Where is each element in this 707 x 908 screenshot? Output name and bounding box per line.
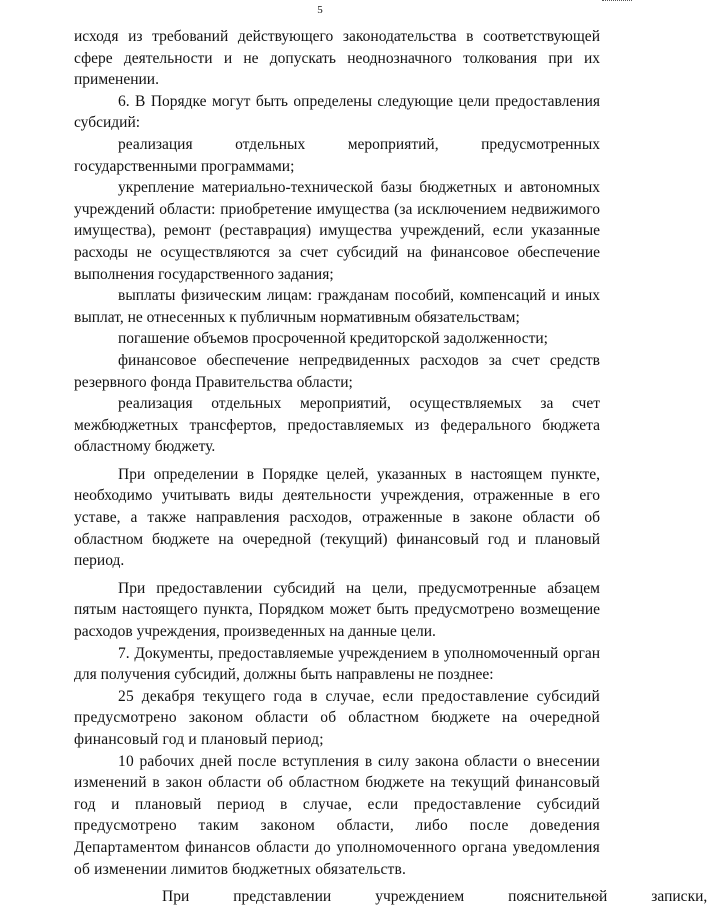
- paragraph: 10 рабочих дней после вступления в силу закона области о внесении изменений в закон области об областном бюджете на текущий финансовый год и плановый период в случае, если предоставление субсидий предусмотрено таким законом области, либо после доведения Департаментом финансов области до уполномоченного органа уведомления об изменении лимитов бюджетных обязательств.: [74, 752, 600, 878]
- document-body: [74, 26, 707, 908]
- paragraph: выплаты физическим лицам: гражданам пособий, компенсаций и иных выплат, не отнесенных к публичным нормативным обязательствам;: [74, 287, 600, 326]
- paragraph: укрепление материально-технической базы бюджетных и автономных учреждений области: приобретение имущества (за исключением недвижимого имущества), ремонт (реставрация) имущества учреждений, если указанные расходы не осуществляются за счет субсидий на финансовое обеспечение выполнения государственного задания;: [74, 179, 600, 283]
- last-line-word: записки,: [651, 888, 707, 906]
- paragraph: 25 декабря текущего года в случае, если предоставление субсидий предусмотрено законом области об областном бюджете на очередной финансовый год и плановый период;: [74, 687, 600, 748]
- paragraph: реализация отдельных мероприятий, предусмотренных государственными программами;: [74, 135, 600, 175]
- paragraph: При предоставлении субсидий на цели, предусмотренные абзацем пятым настоящего пункта, Порядком может быть предусмотрено возмещение расходов учреждения, произведенных на данные цели.: [74, 579, 600, 641]
- paragraph: 7. Документы, предоставляемые учреждением в уполномоченный орган для получения субсидий, должны быть направлены не позднее:: [74, 644, 600, 684]
- paragraph: погашение объемов просроченной кредиторской задолженности;: [118, 330, 548, 348]
- paragraph: финансовое обеспечение непредвиденных расходов за счет средств резервного фонда Правительства области;: [74, 351, 600, 391]
- last-line-word: учреждением: [375, 888, 465, 906]
- last-line-word: пояснительной: [508, 888, 608, 906]
- page-number: 5: [317, 4, 323, 16]
- paragraph: 6. В Порядке могут быть определены следующие цели предоставления субсидий:: [74, 92, 600, 132]
- last-line: [74, 886, 707, 908]
- last-line-word: представлении: [233, 888, 332, 906]
- paragraph: При определении в Порядке целей, указанных в настоящем пункте, необходимо учитывать виды деятельности учреждения, отраженные в его уставе, а также направления расходов, отраженные в законе области об областном бюджете на очередной (текущий) финансовый год и плановый период.: [74, 465, 600, 570]
- paragraph: реализация отдельных мероприятий, осуществляемых за счет межбюджетных трансфертов, предоставляемых из федерального бюджета областному бюджету.: [74, 395, 600, 456]
- scan-corner-mark: [580, 896, 600, 899]
- last-line-word: При: [162, 888, 190, 906]
- paragraph: исходя из требований действующего законодательства в соответствующей сфере деятельности и не допускать неоднозначного толкования при их применении.: [74, 28, 600, 89]
